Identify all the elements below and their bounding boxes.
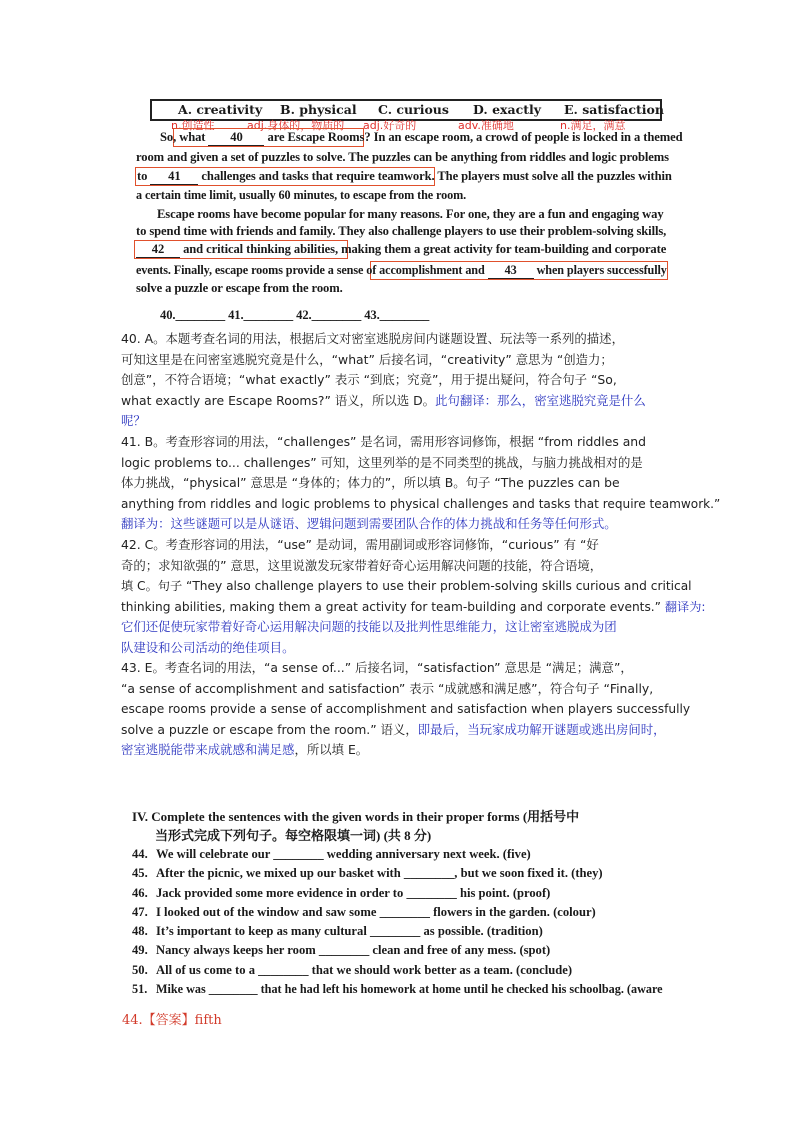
passage-line-4: a certain time limit, usually 60 minutes, to escape from the room.	[136, 188, 467, 202]
question-44: 44. We will celebrate our ________ wedding anniversary next week. (five)	[132, 847, 531, 861]
note-d: adv.准确地	[458, 119, 514, 132]
section-4-questions	[132, 847, 663, 1001]
passage-line-7: 42 and critical thinking abilities, making them a great activity for team-building and corporate	[136, 242, 666, 258]
section-4-title: IV. Complete the sentences with the given words in their proper forms (用括号中	[132, 809, 580, 824]
translation-41: 翻译为：这些谜题可以是从谜语、逻辑问题到需要团队合作的体力挑战和任务等任何形式。	[121, 516, 617, 532]
note-c: adj.好奇的	[363, 119, 417, 132]
passage-line-5: Escape rooms have become popular for many reasons. For one, they are a fun and engaging way	[157, 207, 664, 221]
question-51: 51. Mike was ________ that he had left his homework at home until he checked his schoolbag. (aware	[132, 982, 663, 997]
answer-line: 40.________ 41.________ 42.________ 43.________	[160, 308, 430, 322]
section-4-subtitle: 当形式完成下列句子。每空格限填一词) (共 8 分)	[155, 828, 432, 843]
blank-43: 43	[488, 263, 534, 279]
option-b: B. physical	[280, 102, 357, 117]
passage-line-9: solve a puzzle or escape from the room.	[136, 281, 343, 295]
passage-line-2: room and given a set of puzzles to solve. The puzzles can be anything from riddles and logic problems	[136, 150, 669, 164]
translation-43: 即最后，当玩家成功解开谜题或逃出房间时，	[417, 721, 666, 737]
blank-41: 41	[150, 169, 198, 185]
translation-42: 它们还促使玩家带着好奇心运用解决问题的技能以及批判性思维能力，这让密室逃脱成为团	[121, 619, 617, 635]
note-b: adj.身体的，物质的	[247, 119, 345, 132]
blank-42: 42	[136, 242, 180, 258]
question-45: 45. After the picnic, we mixed up our basket with ________, but we soon fixed it. (they)	[132, 866, 603, 881]
option-e: E. satisfaction	[564, 102, 664, 117]
passage-line-1: So, what 40 are Escape Rooms? In an escape room, a crowd of people is locked in a themed	[160, 130, 683, 144]
option-d: D. exactly	[473, 102, 541, 117]
passage-line-3: to 41 challenges and tasks that require teamwork. The players must solve all the puzzles within	[137, 169, 672, 183]
solution-40: 40. A。本题考查名词的用法，根据后文对密室逃脱房间内谜题设置、玩法等一系列的描述， 可知这里是在问密室逃脱究竟是什么，“what” 后接名词，“creativity” 意思为 “创造力； 创意”，不符合语境；“what exactly” 表示 “到底；究竟”，用于提出疑问，符合句子 “So, what exactly are Escape Rooms?” 语义，所以选 D。此句翻译：那么，密室逃脱究竟是什么 呢？	[121, 331, 646, 429]
passage-line-8: events. Finally, escape rooms provide a sense of accomplishment and 43 when players successfully	[136, 263, 667, 277]
blank-40: 40	[208, 130, 264, 146]
option-a: A. creativity	[178, 102, 263, 117]
solution-41: 41. B。考查形容词的用法，“challenges” 是名词，需用形容词修饰，根据 “from riddles and logic problems to... challenges” 可知，这里列举的是不同类型的挑战，与脑力挑战相对的是 体力挑战，“physical” 意思是 “身体的；体力的”，所以填 B。句子 “The puzzles can be anything from riddles and logic problems to physical challenges and tasks that require teamwork.” 翻译为：这些谜题可以是从谜语、逻辑问题到需要团队合作的体力挑战和任务等任何形式。	[121, 432, 681, 535]
question-46: 46. Jack provided some more evidence in order to ________ his point. (proof)	[132, 885, 551, 900]
question-50: 50. All of us come to a ________ that we should work better as a team. (conclude)	[132, 962, 573, 977]
passage-line-6: to spend time with friends and family. They also challenge players to use their problem-solving skills,	[136, 224, 667, 238]
answer-44: 44.【答案】fifth	[122, 1013, 222, 1028]
option-c: C. curious	[378, 102, 449, 117]
note-e: n.满足，满意	[560, 119, 626, 132]
translation-40: 此句翻译：那么，密室逃脱究竟是什么	[435, 392, 646, 408]
solution-42: 42. C。考查形容词的用法，“use” 是动词，需用副词或形容词修饰，“curious” 有 “好 奇的；求知欲强的” 意思，这里说激发玩家带着好奇心运用解决问题的技能，符合语境， 填 C。句子 “They also challenge players to use their problem-solving skills curious and critical thinking abilities, making them a great activity for team-building and corporate events.” 翻译为: 它们还促使玩家带着好奇心运用解决问题的技能以及批判性思维能力，这让密室逃脱成为团 队建设和公司活动的绝佳项目。	[121, 537, 706, 655]
solution-43: 43. E。考查名词的用法，“a sense of...” 后接名词，“satisfaction” 意思是 “满足；满意”， “a sense of accomplishment and satisfaction” 表示 “成就感和满足感”，符合句子 “Finally, escape rooms provide a sense of accomplishment and satisfaction when players successfully solve a puzzle or escape from the room.” 语义，即最后，当玩家成功解开谜题或逃出房间时， 密室逃脱能带来成就感和满足感，所以填 E。	[121, 660, 691, 758]
question-49: 49. Nancy always keeps her room ________ clean and free of any mess. (spot)	[132, 943, 551, 958]
question-48: 48. It’s important to keep as many cultural ________ as possible. (tradition)	[132, 924, 543, 939]
question-47: 47. I looked out of the window and saw some ________ flowers in the garden. (colour)	[132, 904, 596, 919]
note-a: n.创造性	[171, 119, 215, 132]
